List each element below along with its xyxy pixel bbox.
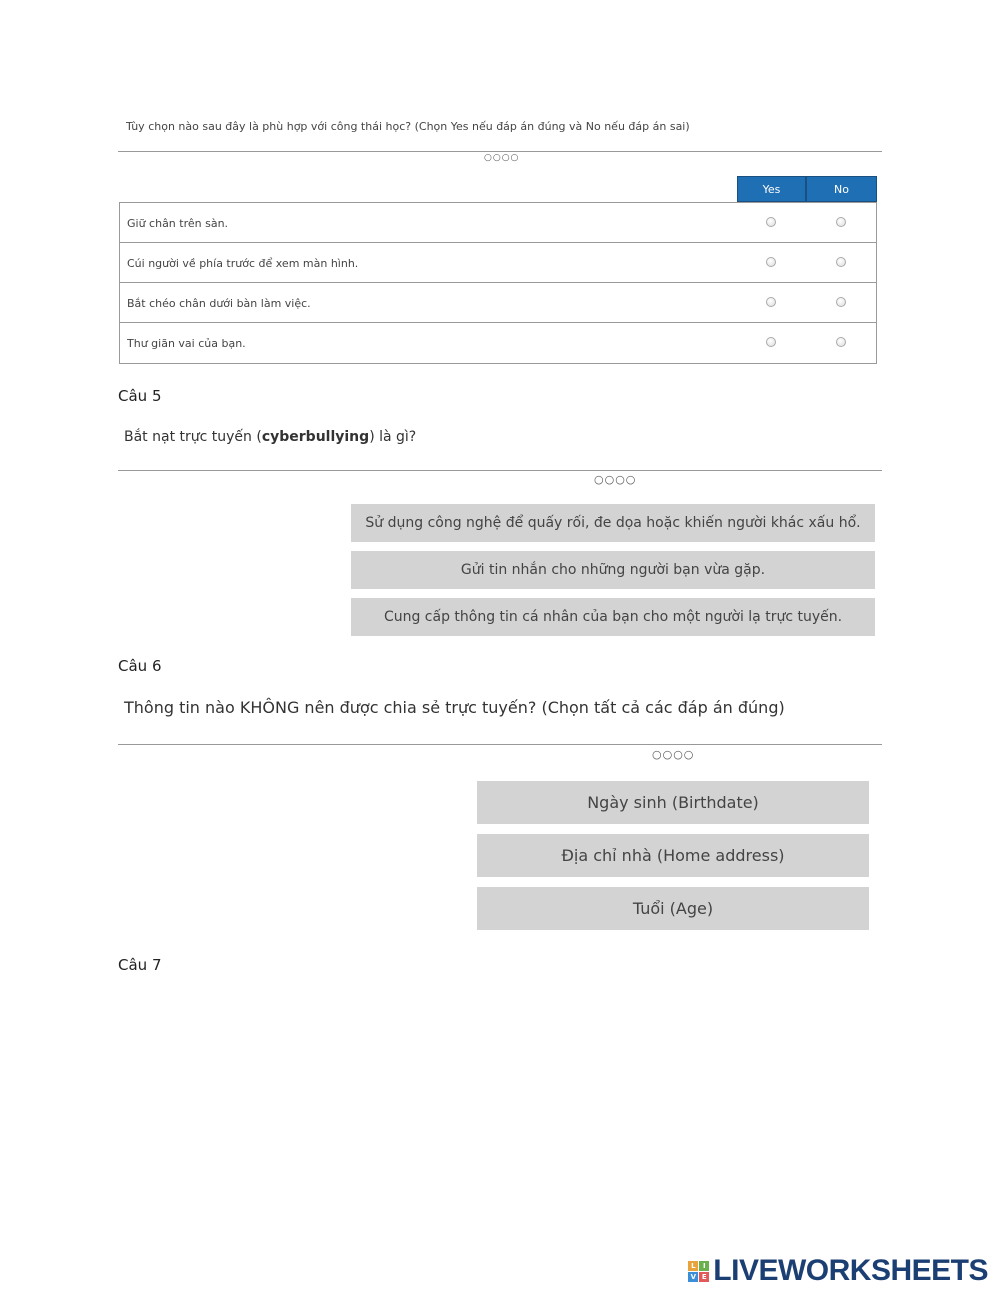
row-label: Thư giãn vai của bạn. <box>127 337 246 350</box>
logo-text: LIVEWORKSHEETS <box>713 1254 988 1287</box>
table-row <box>120 203 876 243</box>
q6-prompt: Thông tin nào KHÔNG nên được chia sẻ trực tuyến? (Chọn tất cả các đáp án đúng) <box>124 698 785 717</box>
q5-prompt <box>124 429 416 445</box>
row-label: Cúi người về phía trước để xem màn hình. <box>127 257 359 270</box>
q5-divider <box>118 470 882 471</box>
table-row <box>120 243 876 283</box>
logo-block: V <box>688 1272 698 1282</box>
q6-progress-dots: ○○○○ <box>652 748 695 761</box>
no-column-header: No <box>806 176 877 202</box>
yes-radio[interactable] <box>766 217 776 227</box>
q4-table <box>119 202 877 364</box>
q6-heading: Câu 6 <box>118 657 162 675</box>
q7-heading: Câu 7 <box>118 956 162 974</box>
yes-radio[interactable] <box>766 337 776 347</box>
q4-progress-dots: ○○○○ <box>484 153 520 163</box>
yes-radio[interactable] <box>766 297 776 307</box>
q4-prompt: Tùy chọn nào sau đây là phù hợp với công thái học? (Chọn Yes nếu đáp án đúng và No nếu đáp án sai) <box>126 120 690 133</box>
liveworksheets-logo <box>688 1254 988 1288</box>
q5-option[interactable]: Sử dụng công nghệ để quấy rối, đe dọa hoặc khiến người khác xấu hổ. <box>351 504 875 542</box>
logo-block: I <box>699 1261 709 1271</box>
no-radio[interactable] <box>836 217 846 227</box>
q4-divider <box>118 151 882 152</box>
no-radio[interactable] <box>836 297 846 307</box>
logo-blocks-icon <box>688 1261 709 1282</box>
q6-option[interactable]: Tuổi (Age) <box>477 887 869 930</box>
q5-heading: Câu 5 <box>118 387 162 405</box>
yes-radio[interactable] <box>766 257 776 267</box>
q5-option[interactable]: Gửi tin nhắn cho những người bạn vừa gặp. <box>351 551 875 589</box>
logo-block: L <box>688 1261 698 1271</box>
row-label: Bắt chéo chân dưới bàn làm việc. <box>127 297 311 310</box>
yes-column-header: Yes <box>737 176 806 202</box>
table-row <box>120 283 876 323</box>
q5-prompt-pre: Bắt nạt trực tuyến ( <box>124 429 262 445</box>
q5-option[interactable]: Cung cấp thông tin cá nhân của bạn cho một người lạ trực tuyến. <box>351 598 875 636</box>
q5-progress-dots: ○○○○ <box>594 473 637 486</box>
q5-prompt-post: ) là gì? <box>369 429 417 445</box>
no-radio[interactable] <box>836 257 846 267</box>
logo-block: E <box>699 1272 709 1282</box>
row-label: Giữ chân trên sàn. <box>127 217 229 230</box>
q6-option[interactable]: Địa chỉ nhà (Home address) <box>477 834 869 877</box>
q6-divider <box>118 744 882 745</box>
q6-option[interactable]: Ngày sinh (Birthdate) <box>477 781 869 824</box>
table-row <box>120 323 876 363</box>
no-radio[interactable] <box>836 337 846 347</box>
q5-prompt-bold: cyberbullying <box>261 429 370 445</box>
